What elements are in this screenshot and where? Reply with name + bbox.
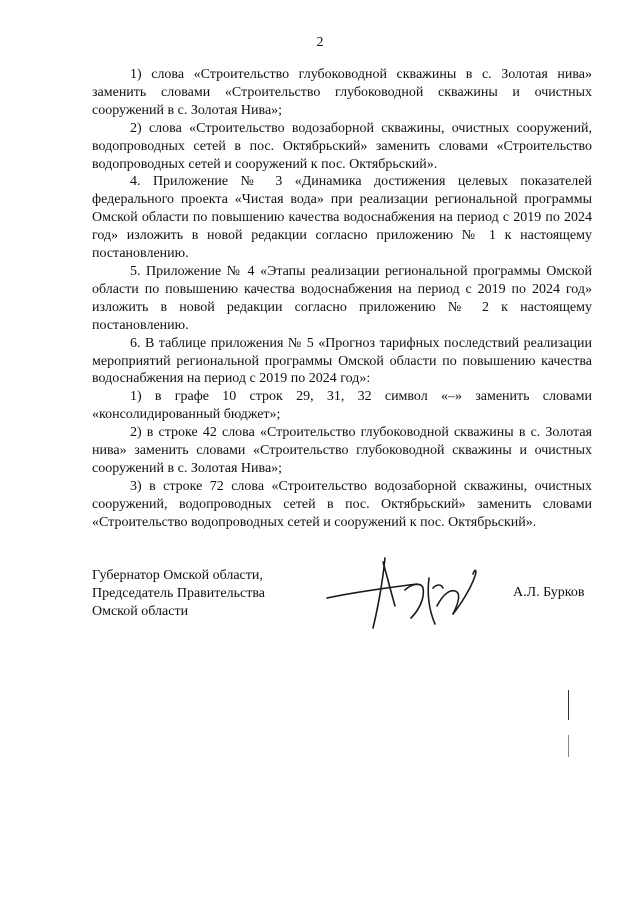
handwritten-signature — [325, 548, 500, 630]
document-body — [92, 66, 592, 532]
paragraph-section-5: 5. Приложение № 4 «Этапы реализации региональной программы Омской области по повышению качества водоснабжения на период с 2019 по 2024 год» изложить в новой редакции согласно приложению № 2 к настоящему постановлению. — [92, 263, 592, 333]
margin-line-mark — [568, 735, 569, 757]
paragraph-sub-3: 3) в строке 72 слова «Строительство водозаборной скважины, очистных сооружений, водопроводных сетей в пос. Октябрьский» заменить словами «Строительство водопроводных сетей и сооружений к пос. Октябрьский». — [92, 478, 592, 530]
paragraph-item-1: 1) слова «Строительство глубоководной скважины в с. Золотая нива» заменить словами «Строительство глубоководной скважины и очистных сооружений в с. Золотая Нива»; — [92, 67, 592, 118]
signatory-title-line-2: Председатель Правительства — [92, 585, 265, 601]
page-number: 2 — [316, 35, 324, 50]
paragraph-section-4: 4. Приложение № 3 «Динамика достижения целевых показателей федерального проекта «Чистая вода» при реализации региональной программы Омской области по повышению качества водоснабжения на период с 2019 по 2024 год» изложить в новой редакции согласно приложению № 1 к настоящему постановлению. — [92, 174, 592, 262]
paragraph-section-6: 6. В таблице приложения № 5 «Прогноз тарифных последствий реализации мероприятий региональной программы Омской области по повышению качества водоснабжения на период с 2019 по 2024 год»: — [92, 335, 592, 387]
margin-line-mark — [568, 690, 569, 720]
paragraph-item-2: 2) слова «Строительство водозаборной скважины, очистных сооружений, водопроводных сетей в пос. Октябрьский» заменить словами «Строительство водопроводных сетей и сооружений к пос. Октябрьский». — [92, 120, 592, 172]
signer-name: А.Л. Бурков — [513, 585, 585, 600]
signatory-title-line-3: Омской области — [92, 603, 189, 619]
signatory-title-line-1: Губернатор Омской области, — [92, 568, 263, 583]
paragraph-sub-1: 1) в графе 10 строк 29, 31, 32 символ «–» заменить словами «консолидированный бюджет»; — [92, 389, 592, 423]
signatory-title — [92, 567, 265, 621]
paragraph-sub-2: 2) в строке 42 слова «Строительство глубоководной скважины в с. Золотая нива» заменить словами «Строительство глубоководной скважины и очистных сооружений в с. Золотая Нива»; — [92, 425, 592, 476]
